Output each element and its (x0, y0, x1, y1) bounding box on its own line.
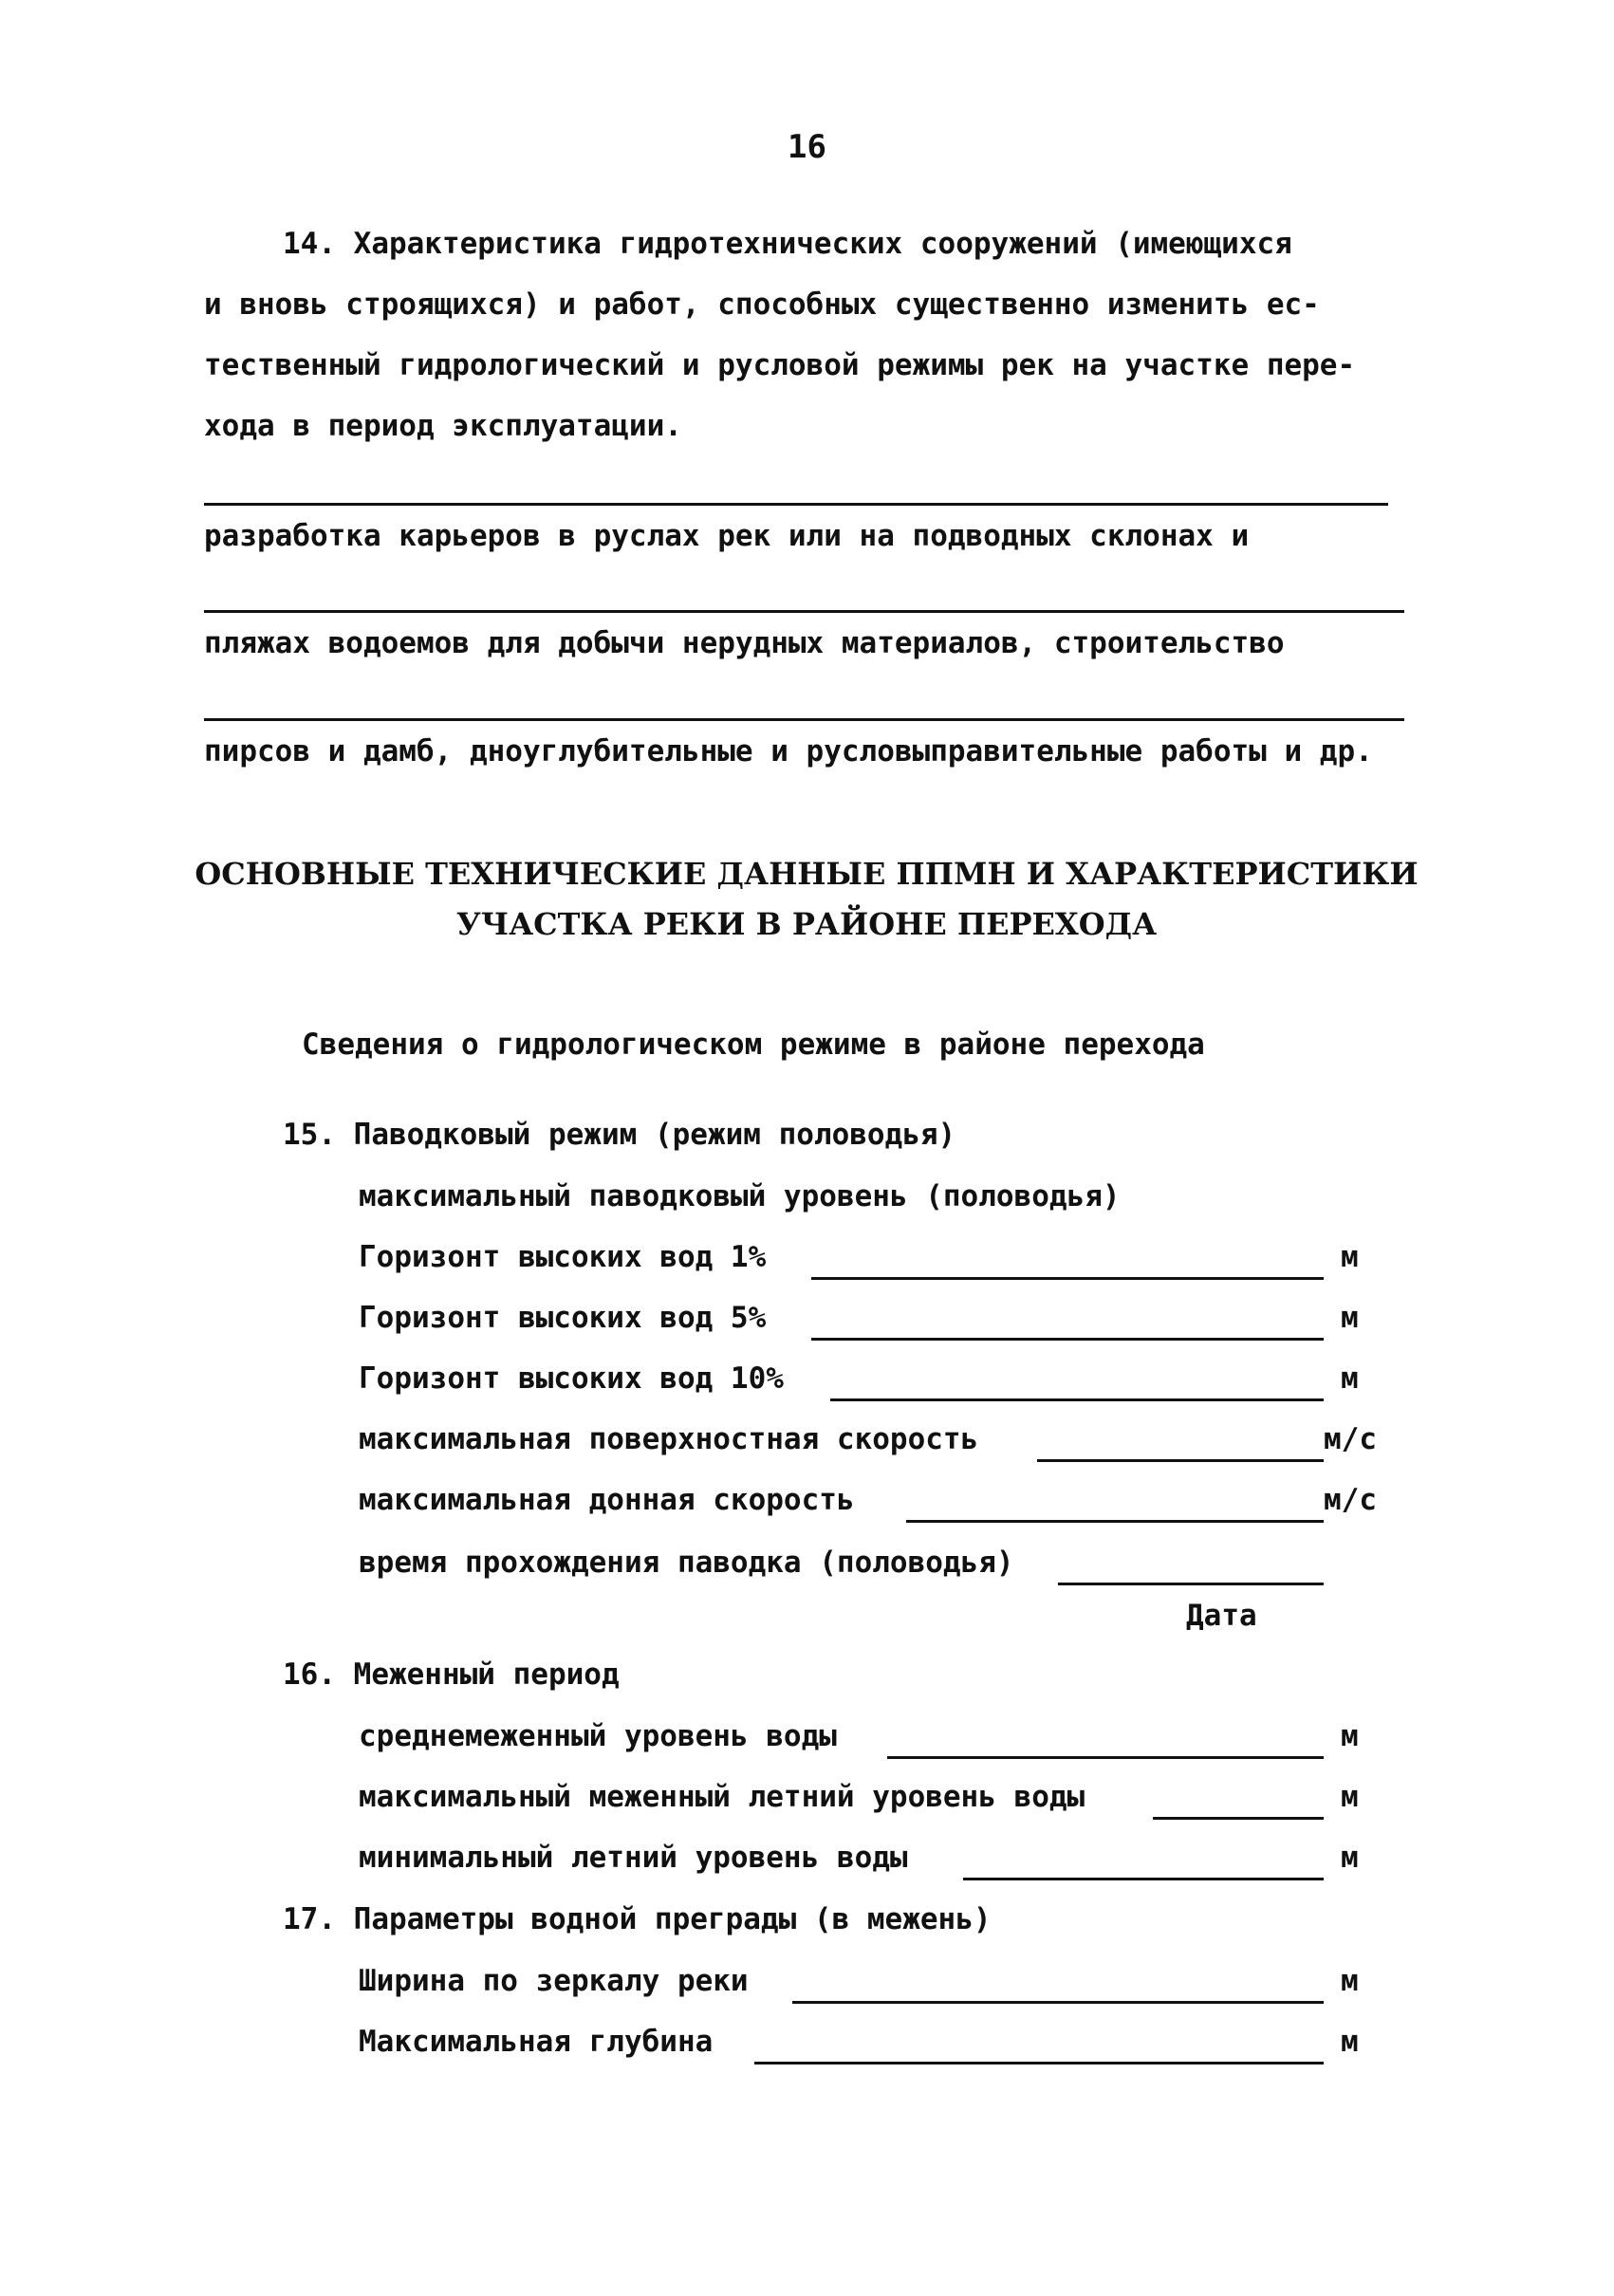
unit-label: м (1341, 2025, 1359, 2059)
input-line[interactable] (811, 1277, 1324, 1280)
field-label: минимальный летний уровень воды (359, 1841, 908, 1875)
unit-label: м (1341, 1301, 1359, 1335)
field-label: Ширина по зеркалу реки (359, 1964, 749, 1998)
page-number: 16 (788, 128, 826, 166)
field-label: Горизонт высоких вод 5% (359, 1301, 767, 1335)
date-caption: Дата (1186, 1599, 1257, 1633)
unit-label: м (1341, 1780, 1359, 1814)
input-line[interactable] (811, 1338, 1324, 1341)
item14-answer-2: пляжах водоемов для добычи нерудных материалов, строительство (204, 626, 1285, 660)
item14-line-1: 14. Характеристика гидротехнических сооружений (имеющихся (283, 227, 1292, 261)
field-label: Максимальная глубина (359, 2025, 714, 2059)
unit-label: м (1341, 1964, 1359, 1998)
input-line[interactable] (1037, 1459, 1324, 1462)
section-subtitle: Сведения о гидрологическом режиме в районе перехода (302, 1028, 1205, 1062)
item14-answer-3: пирсов и дамб, дноуглубительные и русловыправительные работы и др. (204, 734, 1373, 768)
unit-label: м (1341, 1719, 1359, 1753)
input-line[interactable] (1153, 1817, 1324, 1820)
field-label: Горизонт высоких вод 10% (359, 1361, 784, 1396)
item14-line-2: и вновь строящихся) и работ, способных существенно изменить ес- (204, 287, 1320, 322)
unit-label: м (1341, 1361, 1359, 1396)
input-line[interactable] (963, 1878, 1324, 1880)
input-line[interactable] (1058, 1583, 1324, 1585)
section-title-line-1: ОСНОВНЫЕ ТЕХНИЧЕСКИЕ ДАННЫЕ ППМН И ХАРАКТЕРИСТИКИ (195, 856, 1419, 892)
item14-answer-1: разработка карьеров в руслах рек или на подводных склонах и (204, 519, 1250, 553)
input-line[interactable] (830, 1398, 1324, 1401)
item17-heading: 17. Параметры водной преграды (в межень) (283, 1902, 992, 1936)
input-line[interactable] (754, 2062, 1324, 2065)
section-title-line-2: УЧАСТКА РЕКИ В РАЙОНЕ ПЕРЕХОДА (455, 906, 1158, 942)
input-line[interactable] (887, 1756, 1324, 1759)
field-label: время прохождения паводка (половодья) (359, 1546, 1014, 1580)
answer-rule-1 (204, 503, 1388, 506)
field-label: максимальная донная скорость (359, 1483, 855, 1517)
answer-rule-3 (204, 718, 1404, 721)
item14-line-4: хода в период эксплуатации. (204, 409, 682, 443)
input-line[interactable] (906, 1520, 1324, 1523)
unit-label: м/с (1324, 1483, 1377, 1517)
field-label: максимальный меженный летний уровень воды (359, 1780, 1085, 1814)
item15-heading: 15. Паводковый режим (режим половодья) (283, 1118, 956, 1152)
unit-label: м (1341, 1240, 1359, 1274)
item14-line-3: тественный гидрологический и русловой режимы рек на участке пере- (204, 348, 1356, 382)
unit-label: м/с (1324, 1422, 1377, 1456)
unit-label: м (1341, 1841, 1359, 1875)
field-label: Горизонт высоких вод 1% (359, 1240, 767, 1274)
input-line[interactable] (792, 2001, 1324, 2004)
field-label: максимальная поверхностная скорость (359, 1422, 979, 1456)
field-label: среднемеженный уровень воды (359, 1719, 837, 1753)
answer-rule-2 (204, 610, 1404, 613)
item16-heading: 16. Меженный период (283, 1657, 620, 1692)
item15-subheading: максимальный паводковый уровень (половодья) (359, 1179, 1121, 1213)
